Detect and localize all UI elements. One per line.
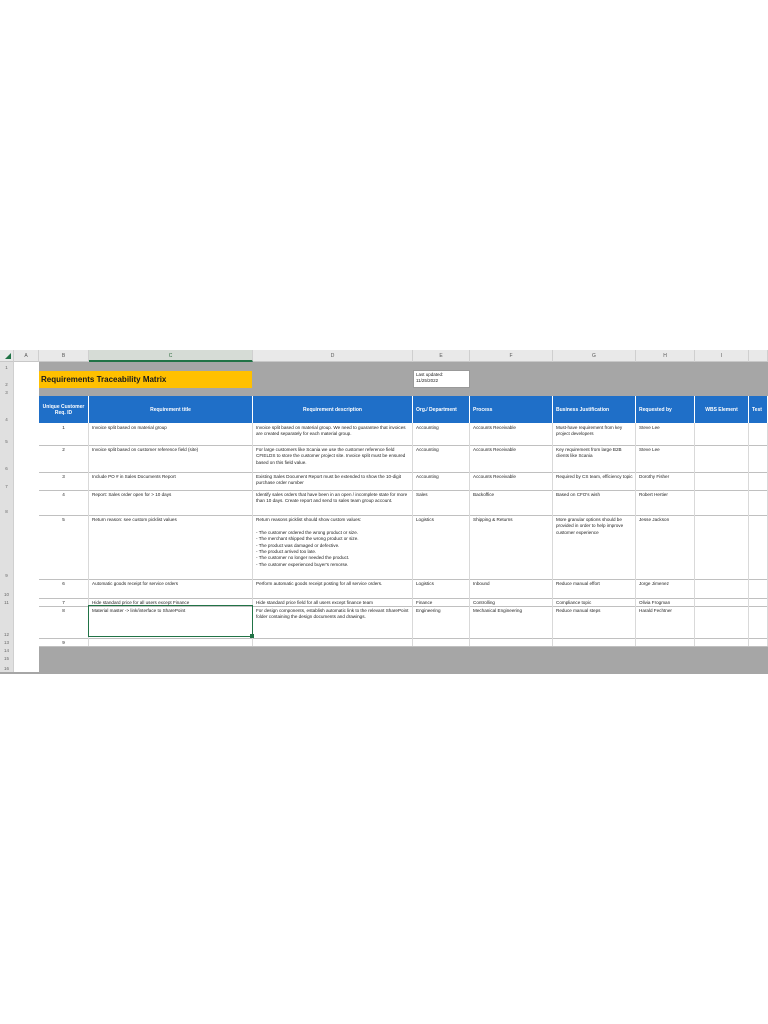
column-header-d[interactable]: D [253, 350, 413, 362]
cell-process[interactable]: Inbound [470, 579, 553, 598]
row-number: 12 [3, 632, 9, 637]
column-header-g[interactable]: G [553, 350, 636, 362]
cell-dept[interactable]: Logistics [413, 579, 470, 598]
cell-desc[interactable]: For design components, establish automatic link to the relevant SharePoint folder containing the design documents and drawings. [253, 606, 413, 638]
cell-title[interactable]: Invoice split based on material group [89, 423, 253, 445]
cell-desc[interactable] [253, 638, 413, 646]
cell-title[interactable]: Invoice split based on customer reference field (site) [89, 445, 253, 472]
cell-desc[interactable]: Return reasons picklist should show custom values: - The customer ordered the wrong product or size. - The merchant shipped the wrong product or size. - The product was damaged or defective. - The product arrived too late. - The customer no longer needed the product. - The customer experienced buyer's remorse. [253, 515, 413, 579]
cell-justification[interactable]: Key requirement from large B2B clients like Scania [553, 445, 636, 472]
column-header-f[interactable]: F [470, 350, 553, 362]
header-department[interactable]: Org./ Department [413, 396, 470, 423]
cell-justification[interactable]: Based on CFO's wish [553, 490, 636, 515]
row-number: 13 [3, 640, 9, 645]
cell-empty[interactable] [695, 606, 749, 638]
cell-empty[interactable] [695, 579, 749, 598]
cell-justification[interactable]: More granular options should be provided in order to help improve customer experience [553, 515, 636, 579]
cell-requested[interactable]: Jesse Jackson [636, 515, 695, 579]
row-gridline [39, 646, 768, 647]
column-header-a[interactable]: A [14, 350, 39, 362]
cell-process[interactable]: Mechanical Engineering [470, 606, 553, 638]
cell-requested[interactable]: Jorge Jimenez [636, 579, 695, 598]
cell-empty[interactable] [749, 515, 768, 579]
cell-id[interactable]: 4 [39, 490, 89, 515]
cell-id[interactable]: 1 [39, 423, 89, 445]
row-number: 3 [5, 390, 8, 395]
cell-dept[interactable]: Accounting [413, 472, 470, 490]
cell-process[interactable]: Accounts Receivable [470, 445, 553, 472]
cell-process[interactable] [470, 638, 553, 646]
active-cell-selection[interactable] [88, 605, 253, 637]
cell-id[interactable]: 5 [39, 515, 89, 579]
cell-title[interactable]: Automatic goods receipt for service orders [89, 579, 253, 598]
row-number: 8 [5, 509, 8, 514]
spreadsheet-area [0, 350, 768, 674]
cell-dept[interactable]: Accounting [413, 423, 470, 445]
cell-empty[interactable] [695, 423, 749, 445]
cell-id[interactable]: 3 [39, 472, 89, 490]
cell-title[interactable] [89, 638, 253, 646]
row-number: 6 [5, 466, 8, 471]
cell-justification[interactable]: Must-have requirement from key project developers [553, 423, 636, 445]
cell-title[interactable]: Material master -> link/interface to SharePoint [89, 606, 253, 638]
cell-justification[interactable]: Reduce manual steps [553, 606, 636, 638]
cell-justification[interactable]: Reduce manual effort [553, 579, 636, 598]
sheet-title: Requirements Traceability Matrix [41, 375, 167, 384]
cell-requested[interactable] [636, 638, 695, 646]
cell-dept[interactable]: Engineering [413, 606, 470, 638]
cell-process[interactable]: Controlling [470, 598, 553, 606]
cell-empty[interactable] [695, 472, 749, 490]
row-header-6[interactable] [0, 445, 14, 472]
cell-requested[interactable]: Steve Lee [636, 445, 695, 472]
cell-id[interactable]: 8 [39, 606, 89, 638]
cell-empty[interactable] [695, 598, 749, 606]
cell-empty[interactable] [749, 445, 768, 472]
row-header-10[interactable] [0, 579, 14, 598]
cell-title[interactable]: Report: Sales order open for > 10 days [89, 490, 253, 515]
cell-title[interactable]: Hide standard price for all users except Finance [89, 598, 253, 606]
cell-process[interactable]: Backoffice [470, 490, 553, 515]
last-updated-value: 11/25/2022 [416, 378, 439, 383]
cell-requested[interactable]: Olivia Frogman [636, 598, 695, 606]
header-title[interactable]: Requirement title [89, 396, 253, 423]
cell-desc[interactable]: Perform automatic goods receipt posting for all service orders. [253, 579, 413, 598]
column-a-cells [14, 362, 39, 672]
column-header-c[interactable]: C [89, 350, 253, 362]
cell-empty[interactable] [749, 472, 768, 490]
column-header-e[interactable]: E [413, 350, 470, 362]
row-header-9[interactable] [0, 515, 14, 579]
row-header-13[interactable] [0, 638, 14, 646]
cell-desc[interactable]: Hide standard price field for all users except finance team [253, 598, 413, 606]
cell-dept[interactable]: Accounting [413, 445, 470, 472]
cell-id[interactable]: 7 [39, 598, 89, 606]
cell-requested[interactable]: Dorothy Fisher [636, 472, 695, 490]
row-number: 15 [3, 656, 9, 661]
row-header-12[interactable] [0, 606, 14, 638]
row-number: 16 [3, 666, 9, 671]
last-updated-label: Last updated: [416, 372, 444, 377]
fill-handle[interactable] [250, 634, 254, 638]
row-header-7[interactable] [0, 472, 14, 490]
cell-process[interactable]: Accounts Receivable [470, 472, 553, 490]
cell-desc[interactable]: Existing Sales Document Report must be extended to show the 10-digit purchase order number [253, 472, 413, 490]
column-header-i[interactable]: I [695, 350, 749, 362]
row-number: 14 [3, 648, 9, 653]
row-number: 2 [5, 382, 8, 387]
row-header-5[interactable] [0, 423, 14, 445]
row-number: 1 [5, 365, 8, 370]
cell-empty[interactable] [749, 638, 768, 646]
cell-dept[interactable]: Sales [413, 490, 470, 515]
header-justification[interactable]: Business Justification [553, 396, 636, 423]
cell-empty[interactable] [749, 490, 768, 515]
row-header-2[interactable] [0, 371, 14, 388]
cell-empty[interactable] [749, 598, 768, 606]
cell-empty[interactable] [749, 606, 768, 638]
cell-requested[interactable]: Steve Lee [636, 423, 695, 445]
row-number: 9 [5, 573, 8, 578]
cell-dept[interactable]: Logistics [413, 515, 470, 579]
cell-justification[interactable]: Required by CS team, efficiency topic [553, 472, 636, 490]
cell-empty[interactable] [749, 579, 768, 598]
cell-empty[interactable] [749, 423, 768, 445]
header-requested-by[interactable]: Requested by [636, 396, 695, 423]
row-number: 11 [4, 600, 9, 605]
header-description[interactable]: Requirement description [253, 396, 413, 423]
row-number: 4 [5, 417, 8, 422]
row-header-3[interactable] [0, 388, 14, 396]
cell-dept[interactable] [413, 638, 470, 646]
row-header-16[interactable] [0, 662, 14, 672]
cell-requested[interactable]: Robert Hertier [636, 490, 695, 515]
cell-empty[interactable] [695, 638, 749, 646]
row-header-14[interactable] [0, 646, 14, 654]
cell-requested[interactable]: Harald Fechtner [636, 606, 695, 638]
row-number: 5 [5, 439, 8, 444]
cell-id[interactable]: 9 [39, 638, 89, 646]
row-header-11[interactable] [0, 598, 14, 606]
header-process[interactable]: Process [470, 396, 553, 423]
cell-justification[interactable]: Compliance topic [553, 598, 636, 606]
header-test[interactable]: Test [749, 396, 768, 423]
row-number: 10 [3, 592, 9, 597]
row-number: 7 [5, 484, 8, 489]
cell-justification[interactable] [553, 638, 636, 646]
cell-empty[interactable] [695, 515, 749, 579]
cell-title[interactable]: Include PO # in Sales Documents Report [89, 472, 253, 490]
header-req-id[interactable]: Unique Customer Req. ID [39, 396, 89, 423]
cell-empty[interactable] [695, 490, 749, 515]
cell-dept[interactable]: Finance [413, 598, 470, 606]
column-header-j[interactable] [749, 350, 768, 362]
row-header-4[interactable] [0, 396, 14, 423]
cell-id[interactable]: 6 [39, 579, 89, 598]
cell-desc[interactable]: Identify sales orders that have been in an open / incomplete state for more than 10 days. Create report and send to sales team group account. [253, 490, 413, 515]
cell-title[interactable]: Return reason: see custom picklist values [89, 515, 253, 579]
cell-desc[interactable]: Invoice split based on material group. We need to guarantee that invoices are created separately for each material group. [253, 423, 413, 445]
cell-desc[interactable]: For large customers like Scania we use the customer reference field CFIELDS to store the customer project site. Invoice split must be ensured based on this field value. [253, 445, 413, 472]
column-header-b[interactable]: B [39, 350, 89, 362]
select-all-corner[interactable] [0, 350, 14, 362]
row-header-15[interactable] [0, 654, 14, 662]
column-header-h[interactable]: H [636, 350, 695, 362]
header-wbs[interactable]: WBS Element [695, 396, 749, 423]
cell-process[interactable]: Accounts Receivable [470, 423, 553, 445]
cell-empty[interactable] [695, 445, 749, 472]
cell-process[interactable]: Shipping & Returns [470, 515, 553, 579]
last-updated-box[interactable] [413, 370, 470, 388]
row-header-8[interactable] [0, 490, 14, 515]
corner-triangle-icon [5, 353, 11, 359]
row-header-1[interactable] [0, 362, 14, 371]
cell-id[interactable]: 2 [39, 445, 89, 472]
